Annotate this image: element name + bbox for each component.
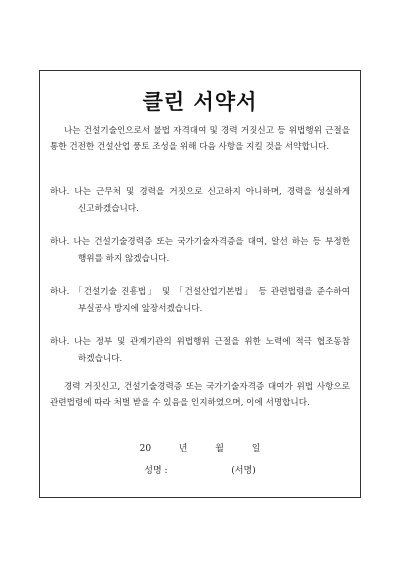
pledge-form-frame — [39, 70, 361, 498]
intro-paragraph: 나는 건설기술인으로서 불법 자격대여 및 경력 거짓신고 등 위법행위 근절을 통한 건전한 건설산업 풍토 조성을 위해 다음 사항을 지킬 것을 서약합니다. — [50, 126, 350, 152]
pledge-item-3 — [50, 284, 350, 318]
date-day-unit: 일 — [251, 444, 261, 454]
pledge-text: 「건설기술 진흥법」 및 「건설산업기본법」 등 관련법령을 준수하여 부실공사 방지에 앞장서겠습니다. — [73, 287, 351, 314]
pledge-prefix: 하나. — [50, 337, 70, 347]
date-year: 20 — [139, 444, 152, 454]
signature-seal: (서명) — [231, 466, 256, 476]
pledge-item-4 — [50, 334, 350, 368]
closing-paragraph: 경력 거짓신고, 건설기술경력증 또는 국가기술자격증 대여가 위법 사항으로 관련법령에 따라 처벌 받을 수 있음을 인지하였으며, 이에 서명합니다. — [50, 382, 350, 408]
date-month-unit: 월 — [215, 444, 224, 454]
date-year-unit: 년 — [178, 444, 188, 454]
signature-line — [40, 463, 360, 476]
pledge-prefix: 하나. — [50, 187, 70, 197]
pledge-text: 나는 정부 및 관계기관의 위법행위 근절을 위한 노력에 적극 협조동참 하겠습니다. — [74, 337, 351, 364]
pledge-prefix: 하나. — [50, 287, 70, 297]
date-line — [40, 441, 360, 454]
signature-label: 성명 : — [144, 466, 168, 476]
pledge-prefix: 하나. — [50, 237, 70, 247]
pledge-text: 나는 건설기술경력증 또는 국가기술자격증을 대여, 알선 하는 등 부정한 행위를 하지 않겠습니다. — [73, 237, 350, 264]
document-title: 클린 서약서 — [142, 90, 258, 114]
pledge-item-1 — [50, 184, 350, 218]
pledge-item-2 — [50, 234, 350, 268]
pledge-text: 나는 근무처 및 경력을 거짓으로 신고하지 아니하며, 경력을 성실하게 신고하겠습니다. — [74, 187, 351, 214]
